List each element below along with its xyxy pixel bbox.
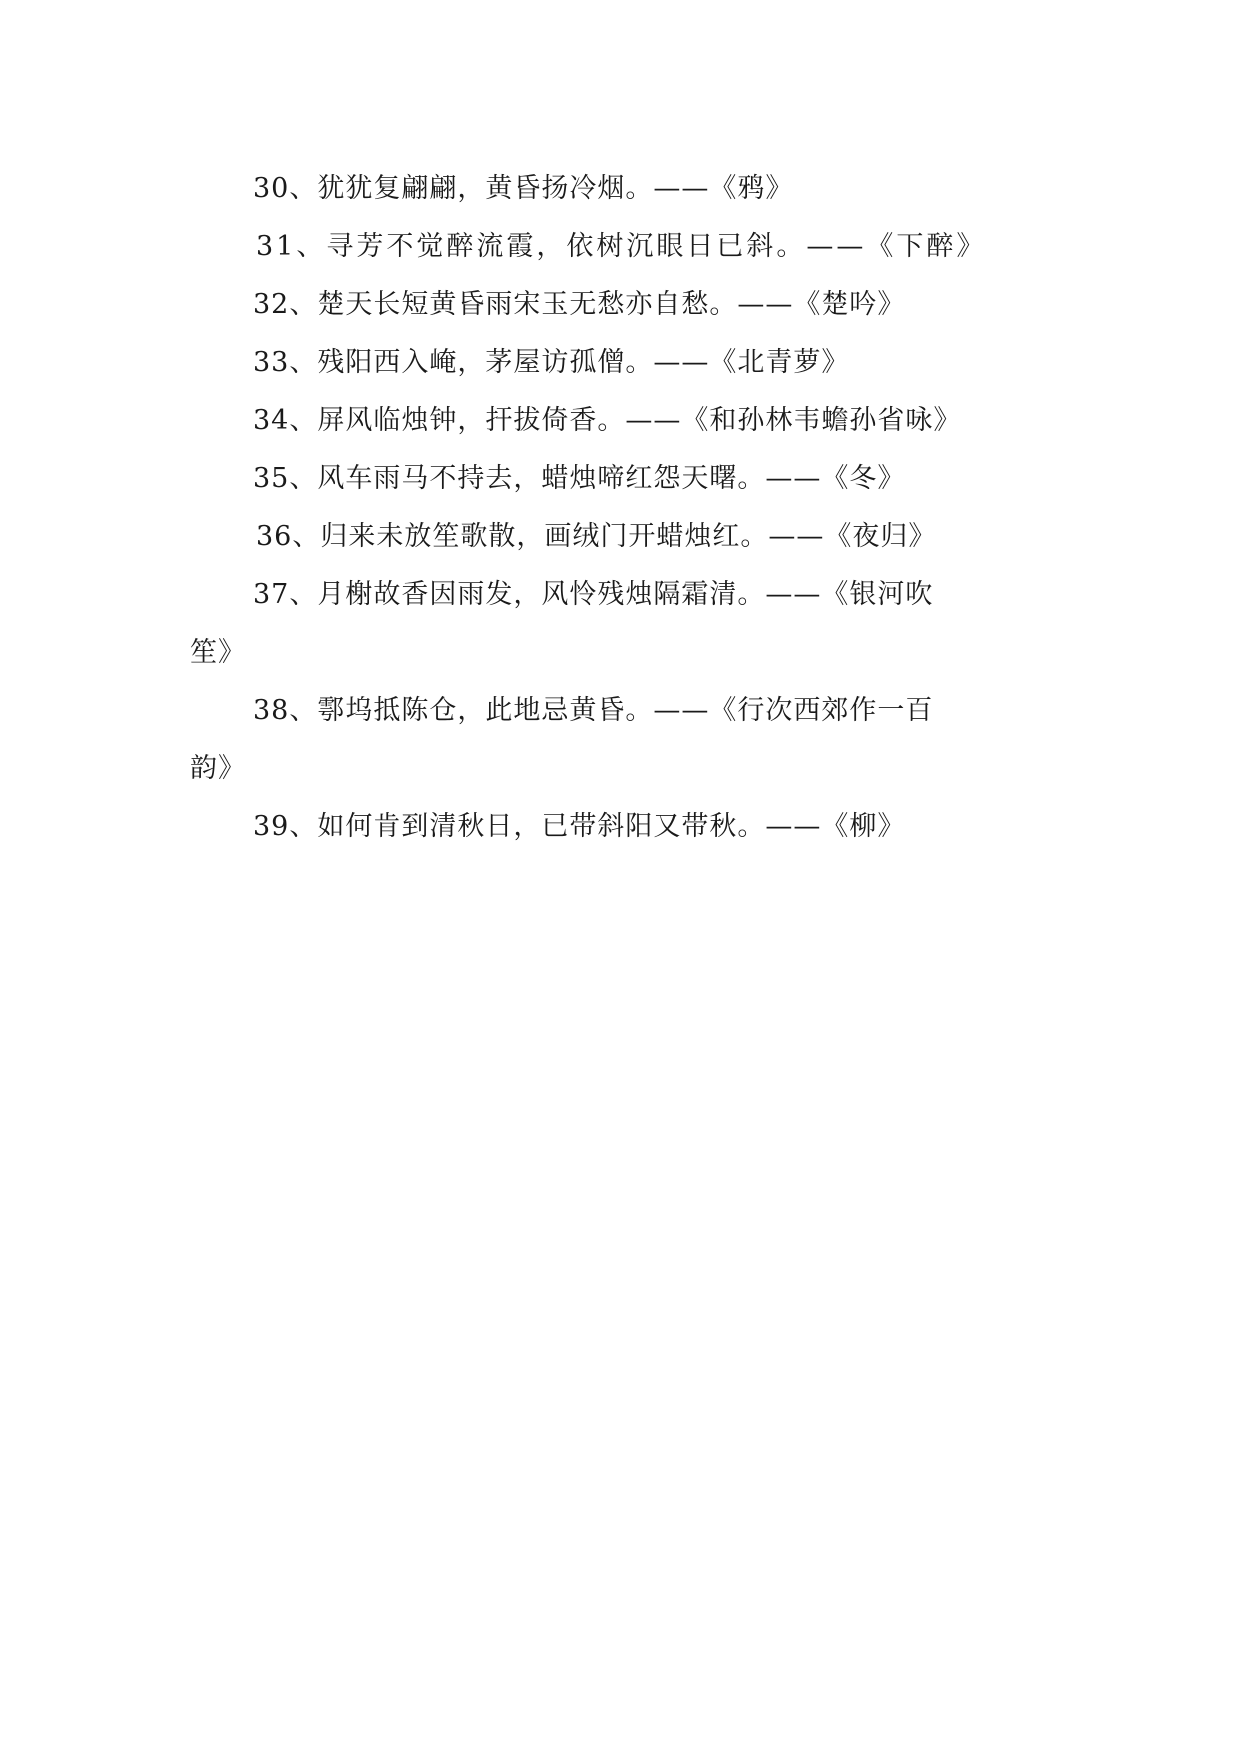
poem-line-38-continuation: 韵》 [190,753,246,784]
poem-line-39: 39、如何肯到清秋日，已带斜阳又带秋。——《柳》 [253,811,906,842]
poem-line-37: 37、月榭故香因雨发，风怜残烛隔霜清。——《银河吹 [253,579,934,610]
poem-line-30: 30、犹犹复翩翩，黄昏扬冷烟。——《鸦》 [253,173,794,204]
poem-line-35: 35、风车雨马不持去，蜡烛啼红怨天曙。——《冬》 [253,463,906,494]
poem-line-33: 33、残阳西入崦，茅屋访孤僧。——《北青萝》 [253,347,850,378]
poem-line-31: 31、寻芳不觉醉流霞，依树沉眼日已斜。——《下醉》 [256,231,987,262]
poem-line-36: 36、归来未放笙歌散，画绒门开蜡烛红。——《夜归》 [256,521,937,552]
poem-line-37-continuation: 笙》 [190,637,246,668]
poem-line-38: 38、鄠坞抵陈仓，此地忌黄昏。——《行次西郊作一百 [253,695,934,726]
poem-list [190,160,1070,856]
poem-line-34: 34、屏风临烛钟，扞拔倚香。——《和孙林韦蟾孙省咏》 [253,405,962,436]
poem-line-32: 32、楚天长短黄昏雨宋玉无愁亦自愁。——《楚吟》 [253,289,906,320]
